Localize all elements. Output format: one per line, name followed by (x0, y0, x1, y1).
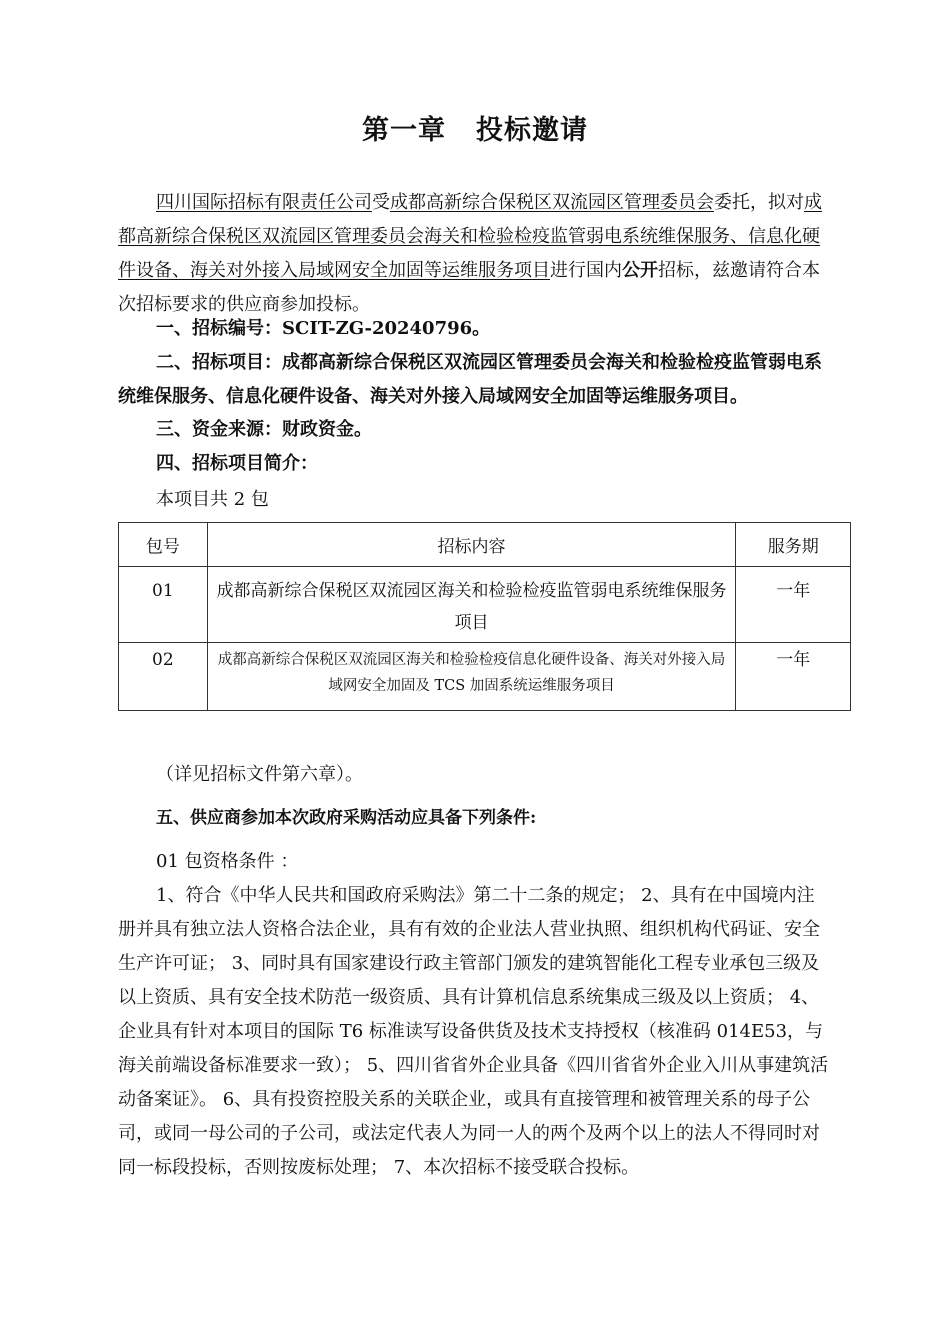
table-row (119, 567, 851, 643)
package-content: 成都高新综合保税区双流园区海关和检验检疫信息化硬件设备、海关对外接入局域网安全加固及 TCS 加固系统运维服务项目 (217, 652, 726, 694)
package-no: 02 (152, 650, 174, 670)
service-period: 一年 (776, 581, 811, 601)
section-fund-source: 三、资金来源：财政资金。 (156, 419, 372, 440)
procurement-mode: 公开 (622, 260, 658, 281)
see-chapter-note: （详见招标文件第六章）。 (156, 764, 363, 785)
table-row (119, 643, 851, 711)
page-title (0, 108, 950, 147)
header-service-period: 服务期 (736, 523, 851, 567)
section-tender-project: 二、招标项目：成都高新综合保税区双流园区管理委员会海关和检验检疫监管弱电系统维保服务、信息化硬件设备、海关对外接入局域网安全加固等运维服务项目。 (118, 352, 822, 407)
service-period: 一年 (776, 650, 811, 670)
qualification-conditions: 1、符合《中华人民共和国政府采购法》第二十二条的规定； 2、具有在中国境内注册并具有独立法人资格合法企业，具有有效的企业法人营业执照、组织机构代码证、安全生产许可证； 3、同时具有国家建设行政主管部门颁发的建筑智能化工程专业承包三级及以上资质、具有安全技术防范一级资质、具有计算机信息系统集成三级及以上资质； 4、企业具有针对本项目的国际 T6 标准读写设备供货及技术支持授权（核准码 014E53，与海关前端设备标准要求一致）； 5、四川省省外企业具备《四川省省外企业入川从事建筑活动备案证》。 6、具有投资控股关系的关联企业，或具有直接管理和被管理关系的母子公司，或同一母公司的子公司，或法定代表人为同一人的两个及两个以上的法人不得同时对同一标段投标，否则按废标处理； 7、本次招标不接受联合投标。 (118, 885, 829, 1178)
package-01-conditions-label: 01 包资格条件 ： (156, 851, 299, 872)
agency-name: 四川国际招标有限责任公司 (156, 192, 372, 213)
chapter-number: 第一章 (362, 115, 446, 146)
package-count: 本项目共 2 包 (156, 489, 269, 510)
table-header-row (119, 523, 851, 567)
section-supplier-conditions: 五、供应商参加本次政府采购活动应具备下列条件: (156, 808, 537, 828)
package-content: 成都高新综合保税区双流园区海关和检验检疫监管弱电系统维保服务项目 (216, 581, 727, 633)
header-content: 招标内容 (207, 523, 736, 567)
chapter-name: 投标邀请 (476, 115, 588, 146)
intro-paragraph: 四川国际招标有限责任公司受成都高新综合保税区双流园区管理委员会委托，拟对成都高新综合保税区双流园区管理委员会海关和检验检疫监管弱电系统维保服务、信息化硬件设备、海关对外接入局域网安全加固等运维服务项目进行国内公开招标，兹邀请符合本次招标要求的供应商参加投标。 (118, 192, 822, 315)
package-no: 01 (152, 581, 174, 601)
section-project-brief: 四、招标项目简介： (156, 453, 318, 474)
client-name: 成都高新综合保税区双流园区管理委员会 (390, 192, 714, 213)
section-tender-number: 一、招标编号：SCIT-ZG-20240796。 (156, 318, 491, 339)
package-table (118, 522, 851, 711)
header-package-no: 包号 (119, 523, 208, 567)
project-name: 成都高新综合保税区双流园区管理委员会海关和检验检疫监管弱电系统维保服务、信息化硬件设备、海关对外接入局域网安全加固等运维服务项目 (118, 192, 822, 281)
